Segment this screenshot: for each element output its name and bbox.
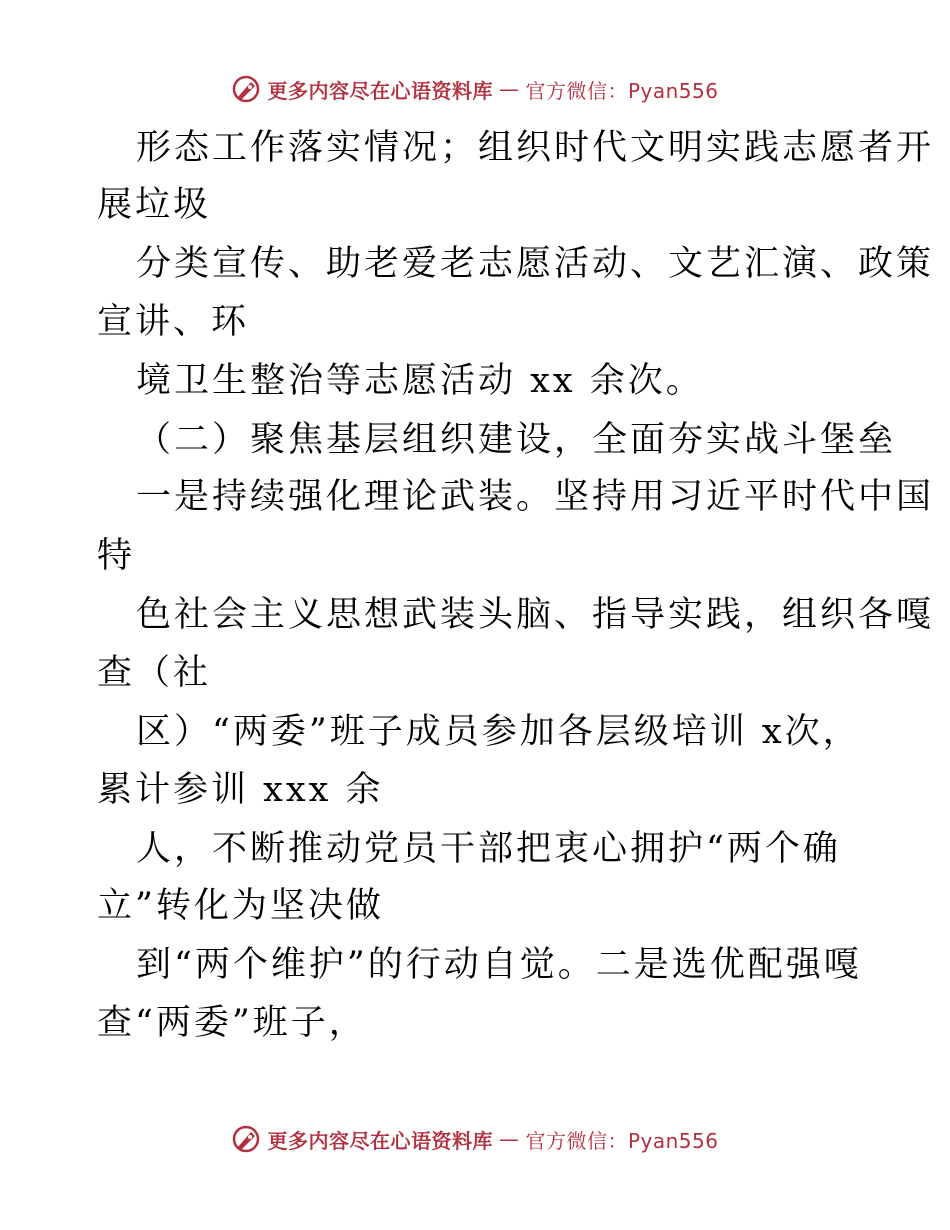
body-line: 展垃圾 (97, 185, 212, 225)
section-heading: （二）聚焦基层组织建设，全面夯实战斗堡垒 (136, 420, 897, 460)
body-line: 特 (97, 536, 136, 576)
watermark-main-text: 更多内容尽在心语资料库 (267, 1128, 493, 1153)
body-line: 形态工作落实情况；组织时代文明实践志愿者开 (136, 128, 935, 168)
body-line: 区）“两委”班子成员参加各层级培训 x次， (136, 712, 861, 752)
watermark-wechat-text: 官方微信：Pyan556 (525, 78, 719, 103)
footer-watermark (0, 1124, 950, 1154)
header-watermark (0, 74, 950, 104)
watermark-separator: — (498, 1127, 520, 1151)
body-line: 累计参训 xxx 余 (97, 770, 384, 810)
body-line: 立”转化为坚决做 (97, 886, 384, 926)
body-line: 一是持续强化理论武装。坚持用习近平时代中国 (136, 477, 935, 517)
watermark-separator: — (498, 77, 520, 101)
pen-in-circle-icon (231, 1124, 261, 1154)
body-line: 人，不断推动党员干部把衷心拥护“两个确 (136, 829, 841, 869)
body-line: 查“两委”班子， (97, 1003, 367, 1043)
body-line: 查（社 (97, 653, 212, 693)
watermark-wechat-text: 官方微信：Pyan556 (525, 1128, 719, 1153)
body-line: 色社会主义思想武装头脑、指导实践，组织各嘎 (136, 595, 935, 635)
body-line: 宣讲、环 (97, 302, 250, 342)
body-line: 境卫生整治等志愿活动 xx 余次。 (136, 361, 704, 401)
body-line: 分类宣传、助老爱老志愿活动、文艺汇演、政策 (136, 244, 935, 284)
body-line: 到“两个维护”的行动自觉。二是选优配强嘎 (136, 945, 862, 985)
watermark-main-text: 更多内容尽在心语资料库 (267, 78, 493, 103)
pen-in-circle-icon (231, 74, 261, 104)
